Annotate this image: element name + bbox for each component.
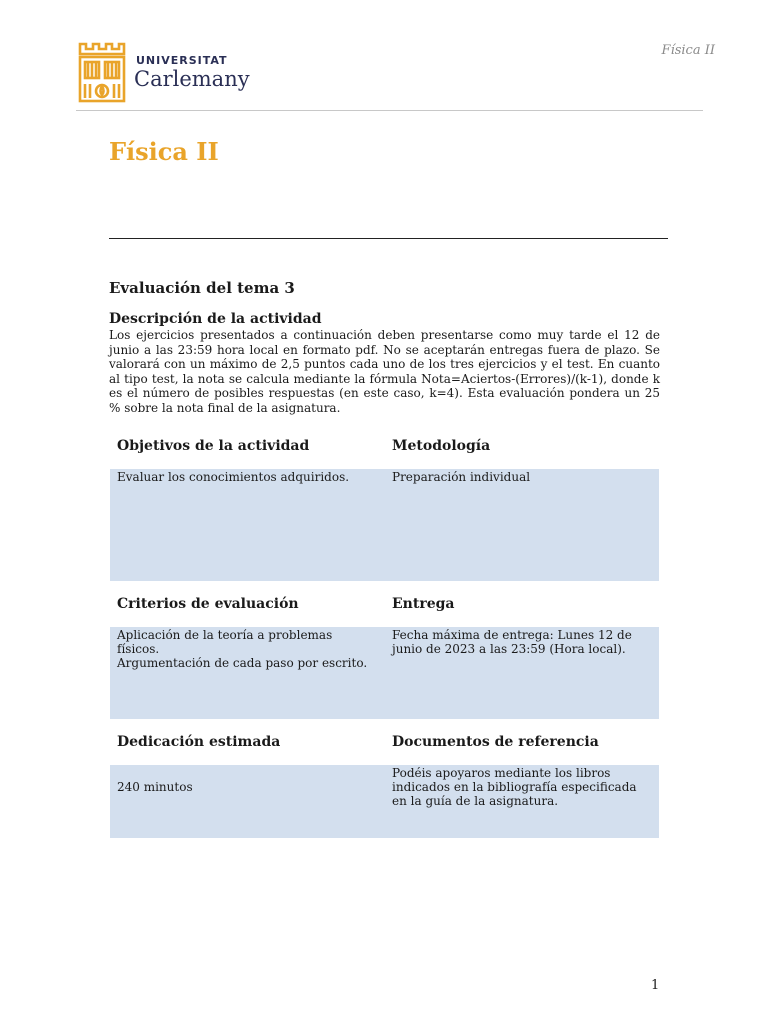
objetivos-header: Objetivos de la actividad [117,438,310,454]
objetivos-value: Evaluar los conocimientos adquiridos. [117,470,350,484]
header-divider [76,110,703,111]
metodologia-header: Metodología [392,438,491,454]
title-divider [109,238,668,239]
table-row [110,627,659,719]
criterios-value [117,628,377,670]
criterios-header: Criterios de evaluación [117,596,299,612]
description-text: Los ejercicios presentados a continuación deben presentarse como muy tarde el 12 de junio a las 23:59 hora local en formato pdf. No se aceptarán entregas fuera de plazo. Se valorará con un máximo de 2,5 puntos cada uno de los tres ejercicios y el test. En cuanto al tipo test, la nota se calcula mediante la fórmula Nota=Aciertos-(Errores)/(k-1), donde k es el número de posibles respuestas (en este caso, k=4). Esta evaluación pondera un 25 % sobre la nota final de la asignatura. [109,328,660,415]
entrega-value: Fecha máxima de entrega: Lunes 12 de junio de 2023 a las 23:59 (Hora local). [392,628,632,656]
section-title: Evaluación del tema 3 [109,279,295,297]
table-row [110,469,659,581]
university-crest-icon [76,40,128,104]
page-title: Física II [109,137,219,166]
documentos-header: Documentos de referencia [392,734,599,750]
logo-text-carlemany: Carlemany [134,67,250,91]
page-number: 1 [651,978,660,993]
running-header-title: Física II [661,43,715,58]
dedicacion-header: Dedicación estimada [117,734,281,750]
criterios-line-2: Argumentación de cada paso por escrito. [117,656,368,670]
table-row-header [110,726,659,758]
dedicacion-value: 240 minutos [117,780,193,794]
table-row [110,765,659,838]
entrega-header: Entrega [392,596,455,612]
description-heading: Descripción de la actividad [109,311,322,327]
metodologia-value: Preparación individual [392,470,531,484]
table-row-header [110,588,659,620]
table-row-header [110,430,659,462]
criterios-line-1: Aplicación de la teoría a problemas físicos. [117,628,333,656]
documentos-value: Podéis apoyaros mediante los libros indicados en la bibliografía especificada en la guía de la asignatura. [392,766,637,808]
logo-text-universitat: UNIVERSITAT [136,54,228,67]
university-logo [76,40,266,104]
